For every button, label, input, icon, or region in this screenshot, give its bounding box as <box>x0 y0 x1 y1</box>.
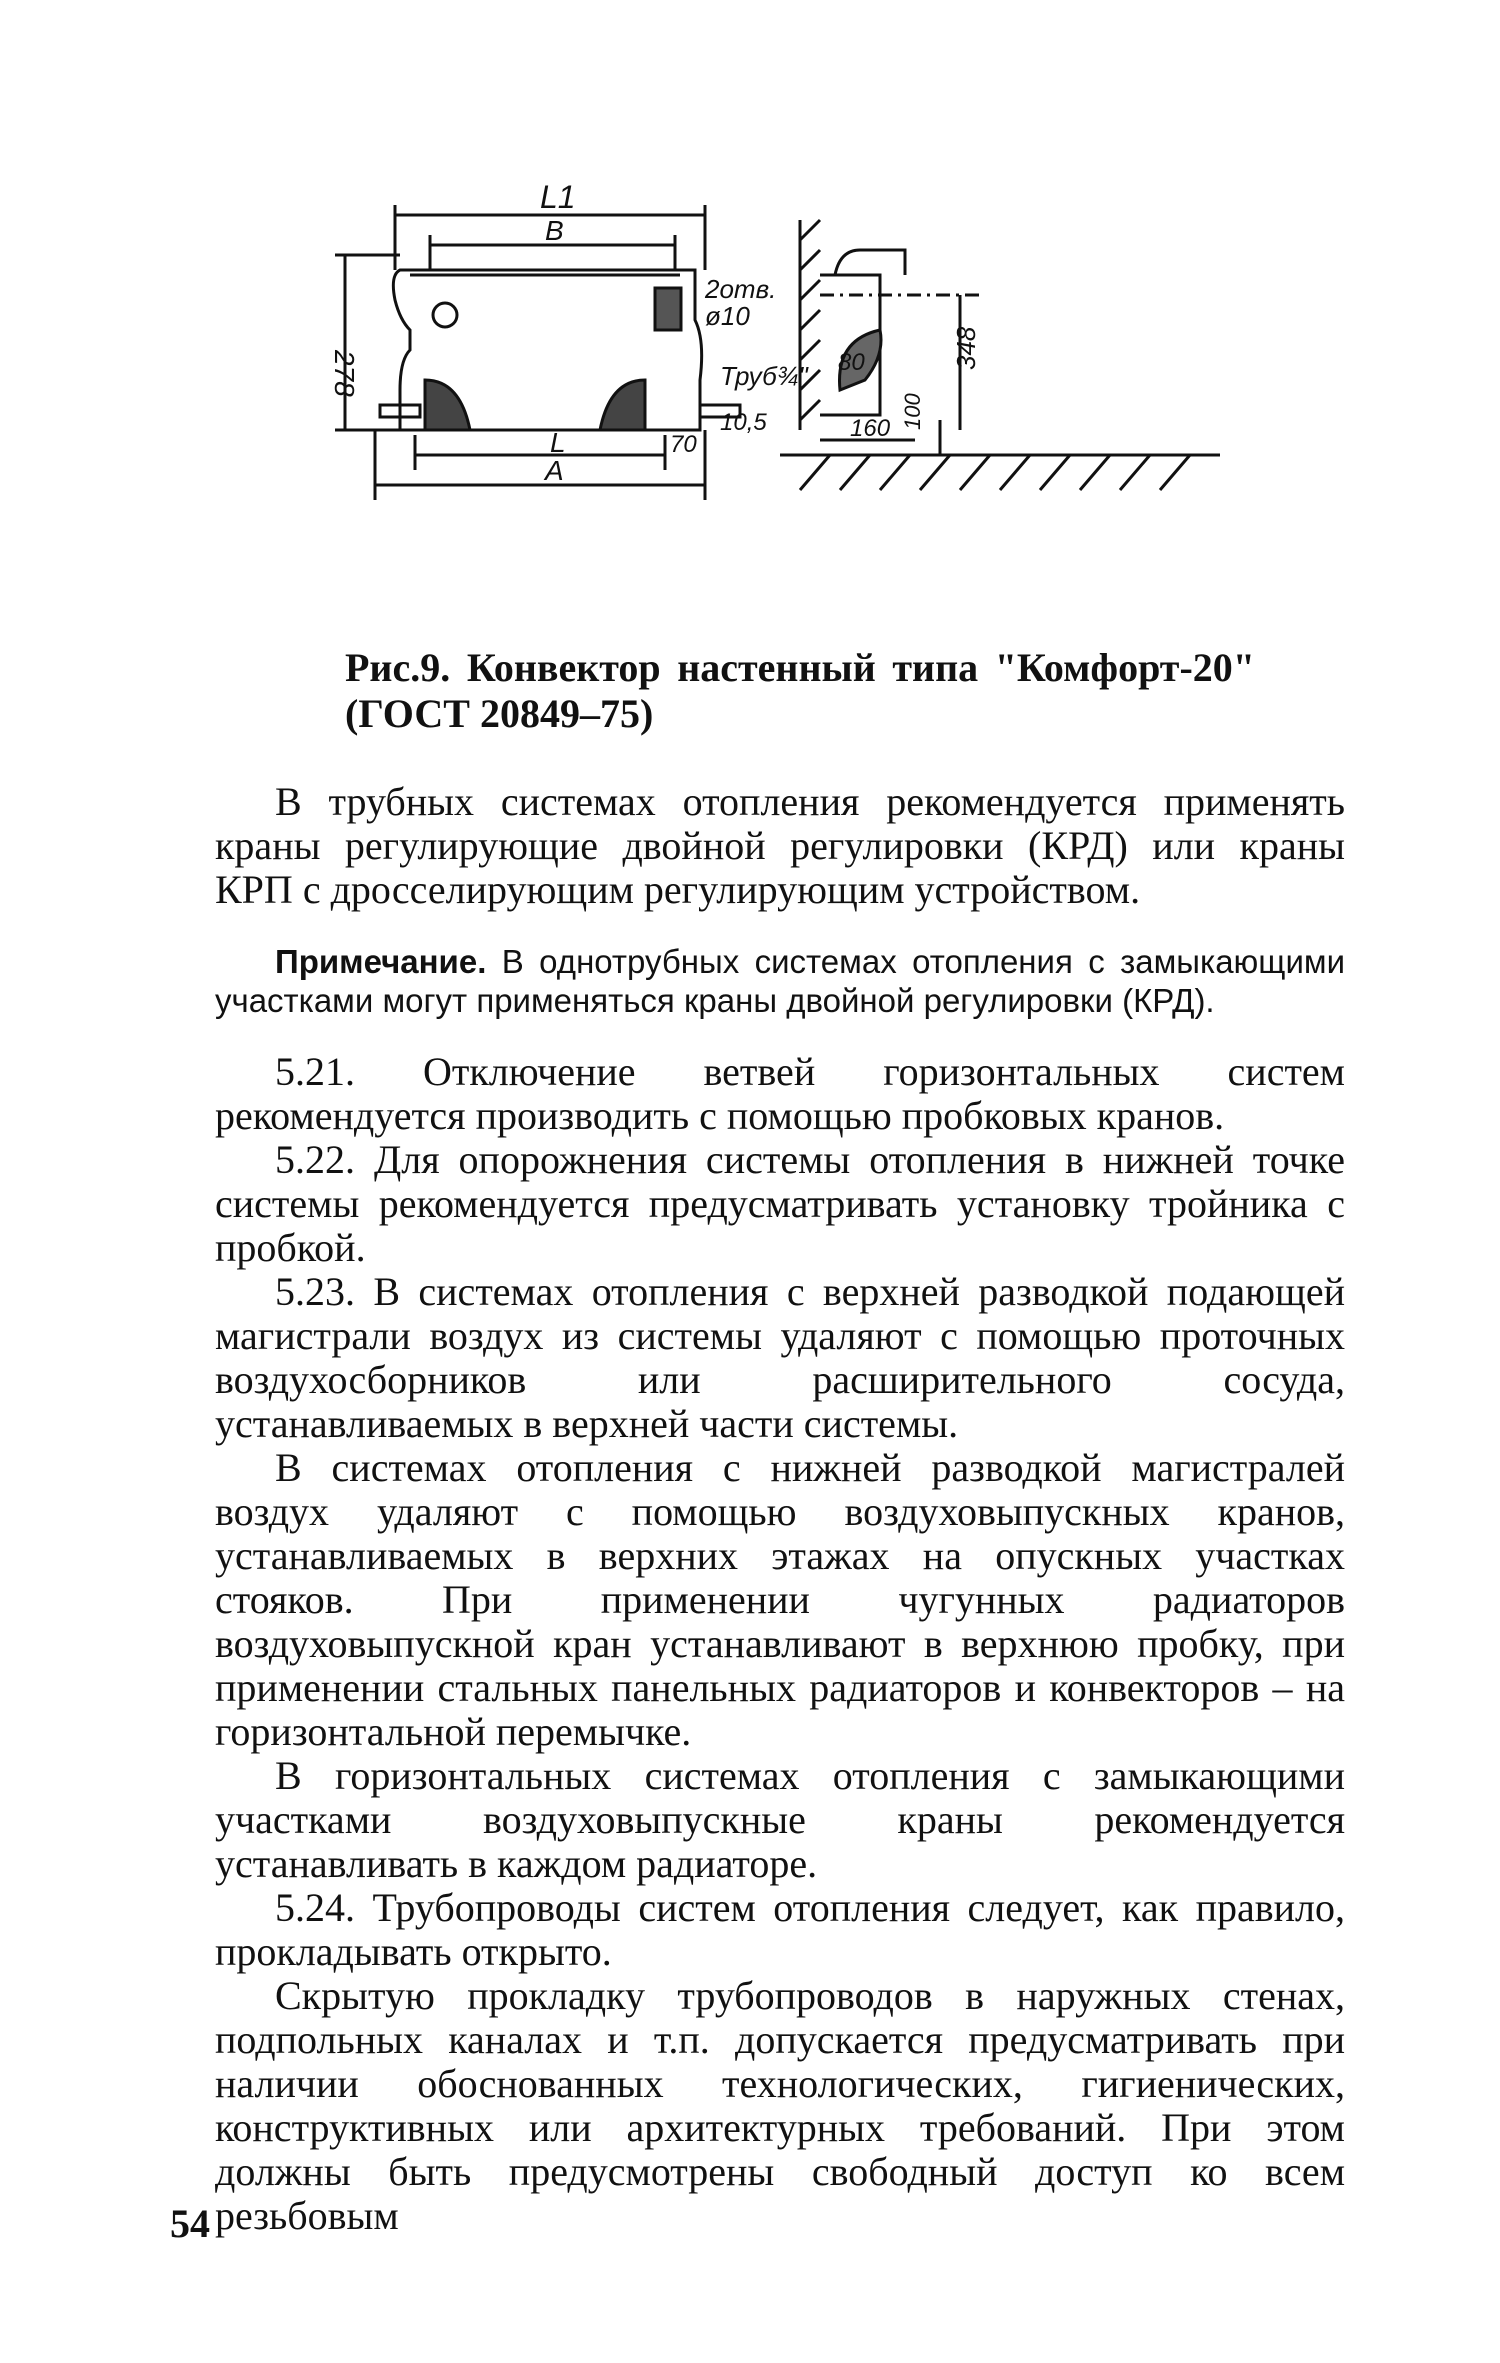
side-view-top-fitting <box>835 250 905 275</box>
label-70: 70 <box>670 431 697 458</box>
label-pipe: Труб¾" <box>720 361 808 391</box>
page-number: 54 <box>170 2201 210 2246</box>
paragraph-5-21: 5.21. Отключение ветвей горизонтальных систем рекомендуется производить с помощью пробковых кранов. <box>215 1049 1345 1138</box>
note-text: В однотрубных системах отопления с замыкающими участками могут применяться краны двойной регулировки (КРД). <box>215 943 1345 1019</box>
heating-element-right <box>600 380 645 430</box>
label-a: A <box>545 455 564 486</box>
label-348: 348 <box>951 326 981 370</box>
convector-drawing-svg <box>320 180 1240 610</box>
paragraph-5-24: 5.24. Трубопроводы систем отопления следует, как правило, прокладывать открыто. <box>215 1885 1345 1974</box>
paragraph-5-22: 5.22. Для опорожнения системы отопления в нижней точке системы рекомендуется предусматривать установку тройника с пробкой. <box>215 1137 1345 1270</box>
paragraph-1: В трубных системах отопления рекомендуется применять краны регулирующие двойной регулировки (КРД) или краны КРП с дросселирующим регулирующим устройством. <box>215 779 1345 912</box>
note-label: Примечание. <box>275 943 487 980</box>
heating-element-left <box>425 380 470 430</box>
paragraph-1-block <box>215 780 1345 912</box>
label-holes: 2отв. <box>705 274 777 304</box>
label-b: B <box>545 215 564 246</box>
floor-hatch <box>780 455 1220 490</box>
valve-knob <box>433 303 457 327</box>
bracket <box>655 288 681 330</box>
paragraph-5-23-c: В горизонтальных системах отопления с замыкающими участками воздуховыпускные краны рекомендуется устанавливать в каждом радиаторе. <box>215 1753 1345 1886</box>
label-l: L <box>550 427 566 458</box>
paragraph-5-23-b: В системах отопления с нижней разводкой магистралей воздух удаляют с помощью воздуховыпускных кранов, устанавливаемых в верхних этажах на опускных участках стояков. При применении чугунных радиаторов воздуховыпускной кран устанавливают в верхнюю пробку, при применении стальных панельных радиаторов и конвекторов – на горизонтальной перемычке. <box>215 1445 1345 1754</box>
main-text-block <box>215 1050 1345 2238</box>
label-100: 100 <box>900 393 925 430</box>
caption-model: "Комфорт-20" <box>994 645 1255 690</box>
figure-caption <box>345 645 1255 737</box>
paragraph-5-24-b: Скрытую прокладку трубопроводов в наружных стенах, подпольных каналах и т.п. допускается предусматривать при наличии обоснованных технологических, гигиенических, конструктивных или архитектурных требований. При этом должны быть предусмотрены свободный доступ ко всем резьбовым <box>215 1973 1345 2238</box>
convector-drawing <box>320 180 1240 610</box>
label-80: 80 <box>838 349 865 376</box>
caption-word-2: настенный <box>677 645 876 690</box>
label-278: 278 <box>329 350 360 397</box>
label-160: 160 <box>850 415 891 442</box>
caption-line-2: (ГОСТ 20849–75) <box>345 691 654 736</box>
caption-fig-number: Рис.9. <box>345 645 451 690</box>
caption-line-1 <box>345 645 1255 691</box>
note-paragraph <box>215 942 1345 1020</box>
caption-word-3: типа <box>892 645 979 690</box>
note-block <box>215 942 1345 1020</box>
caption-word-1: Конвектор <box>466 645 661 690</box>
label-10-5: 10,5 <box>720 409 767 436</box>
wall-hatch <box>800 220 820 430</box>
label-diameter: ø10 <box>705 301 750 331</box>
label-l1: L1 <box>540 180 576 215</box>
paragraph-5-23: 5.23. В системах отопления с верхней разводкой подающей магистрали воздух из системы удаляют с помощью проточных воздухосборников или расширительного сосуда, устанавливаемых в верхней части системы. <box>215 1269 1345 1446</box>
